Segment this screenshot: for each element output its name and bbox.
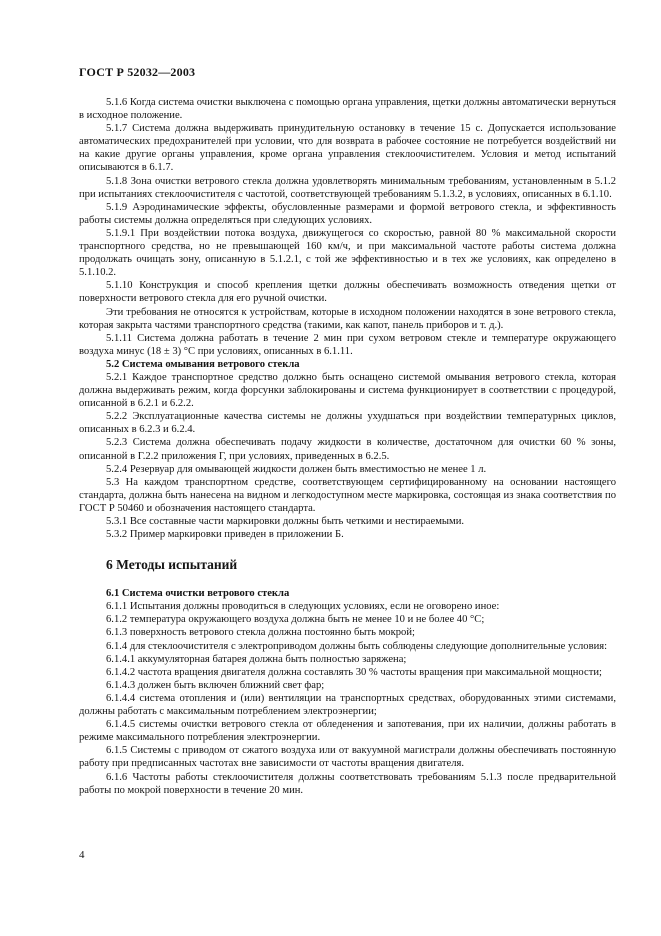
paragraph: 5.1.6 Когда система очистки выключена с помощью органа управления, щетки должны автоматически вернуться в исходное положение. <box>79 97 616 122</box>
paragraph: 6.1.5 Системы с приводом от сжатого воздуха или от вакуумной магистрали должны обеспечивать постоянную работу при предписанных частотах вне зависимости от частоты вращения двигателя. <box>79 745 616 770</box>
paragraph: 5.2.1 Каждое транспортное средство должно быть оснащено системой омывания ветрового стекла, которая должна выдерживать режим, когда форсунки заблокированы и система функционирует в соответствии с процедурой, описанной в 6.2.1 и 6.2.2. <box>79 371 616 410</box>
paragraph: 5.2.3 Система должна обеспечивать подачу жидкости в количестве, достаточном для очистки 60 % зоны, описанной в Г.2.2 приложения Г, при условиях, приведенных в 6.2.5. <box>79 437 616 462</box>
paragraph: 6.1.4 для стеклоочистителя с электроприводом должны быть соблюдены следующие дополнительные условия: <box>106 640 608 652</box>
subsection-heading: 6.1 Система очистки ветрового стекла <box>106 588 290 600</box>
paragraph: 6.1.4.3 должен быть включен ближний свет фар; <box>106 679 325 691</box>
paragraph: 6.1.6 Частоты работы стеклоочистителя должны соответствовать требованиям 5.1.3 после предварительной работы по мокрой поверхности в течение 20 мин. <box>79 771 616 796</box>
document-header: ГОСТ Р 52032—2003 <box>79 65 196 79</box>
paragraph: 5.1.7 Система должна выдерживать принудительную остановку в течение 15 с. Допускается использование автоматических предохранителей при условии, что для возврата в рабочее состояние не потребуется воздействий ни на какие другие органы управления, кроме органа управления стеклоочистителем. Условия и метод испытаний описываются в 6.1.7. <box>79 123 616 174</box>
section-heading: 6 Методы испытаний <box>106 557 238 573</box>
paragraph: 5.3 На каждом транспортном средстве, соответствующем сертифицированному на основании настоящего стандарта, должна быть нанесена на видном и легкодоступном месте маркировка, состоящая из знака соответствия по ГОСТ Р 50460 и обозначения настоящего стандарта. <box>79 476 616 514</box>
paragraph: 6.1.4.1 аккумуляторная батарея должна быть полностью заряжена; <box>106 653 407 665</box>
paragraph: 6.1.4.4 система отопления и (или) вентиляции на транспортных средствах, оборудованных этими системами, должны работать с максимальным потреблением электроэнергии; <box>79 692 616 718</box>
paragraph: 6.1.4.2 частота вращения двигателя должна составлять 30 % частоты вращения при максимальной мощности; <box>106 666 602 678</box>
paragraph: Эти требования не относятся к устройствам, которые в исходном положении находятся в зоне ветрового стекла, которая закрыта частями транспортного средства (такими, как капот, панель приборов и т. д.). <box>79 306 616 331</box>
paragraph: 5.2.4 Резервуар для омывающей жидкости должен быть вместимостью не менее 1 л. <box>106 463 487 475</box>
paragraph: 5.1.10 Конструкция и способ крепления щетки должны обеспечивать возможность отведения щетки от поверхности ветрового стекла для его ручной очистки. <box>79 280 616 305</box>
paragraph: 5.2.2 Эксплуатационные качества системы не должны ухудшаться при воздействии температурных циклов, описанных в 6.2.3 и 6.2.4. <box>79 411 616 436</box>
paragraph: 6.1.4.5 системы очистки ветрового стекла от обледенения и запотевания, при их наличии, должны работать в режиме максимального потребления электроэнергии. <box>79 719 616 744</box>
paragraph: 6.1.2 температура окружающего воздуха должна быть не менее 10 и не более 40 °С; <box>106 614 485 626</box>
paragraph: 5.3.1 Все составные части маркировки должны быть четкими и нестираемыми. <box>106 516 465 527</box>
subsection-heading: 5.2 Система омывания ветрового стекла <box>106 358 300 370</box>
paragraph: 6.1.1 Испытания должны проводиться в следующих условиях, если не оговорено иное: <box>106 601 500 613</box>
document-body <box>79 96 616 797</box>
paragraph: 5.1.9.1 При воздействии потока воздуха, движущегося со скоростью, равной 80 % максимальной скорости транспортного средства, но не превышающей 160 км/ч, и при максимальной частоте работы система должна продолжать очищать зону, описанную в 5.1.2.1, с той же эффективностью и в тех же условиях, как определено в 5.1.10.2. <box>79 227 616 279</box>
paragraph: 5.1.11 Система должна работать в течение 2 мин при сухом ветровом стекле и температуре окружающего воздуха минус (18 ± 3) °С при условиях, описанных в 6.1.11. <box>79 332 616 357</box>
paragraph: 5.1.9 Аэродинамические эффекты, обусловленные размерами и формой ветрового стекла, и эффективность работы системы должна определяться при следующих условиях. <box>79 201 616 226</box>
paragraph: 5.1.8 Зона очистки ветрового стекла должна удовлетворять минимальным требованиям, установленным в 5.1.2 при испытаниях стеклоочистителя с частотой, соответствующей требованиям 5.1.3.2, в условиях, описанных в 6.1.10. <box>79 175 616 200</box>
paragraph: 5.3.2 Пример маркировки приведен в приложении Б. <box>106 529 344 541</box>
page-number: 4 <box>79 849 85 861</box>
paragraph: 6.1.3 поверхность ветрового стекла должна постоянно быть мокрой; <box>106 627 415 639</box>
